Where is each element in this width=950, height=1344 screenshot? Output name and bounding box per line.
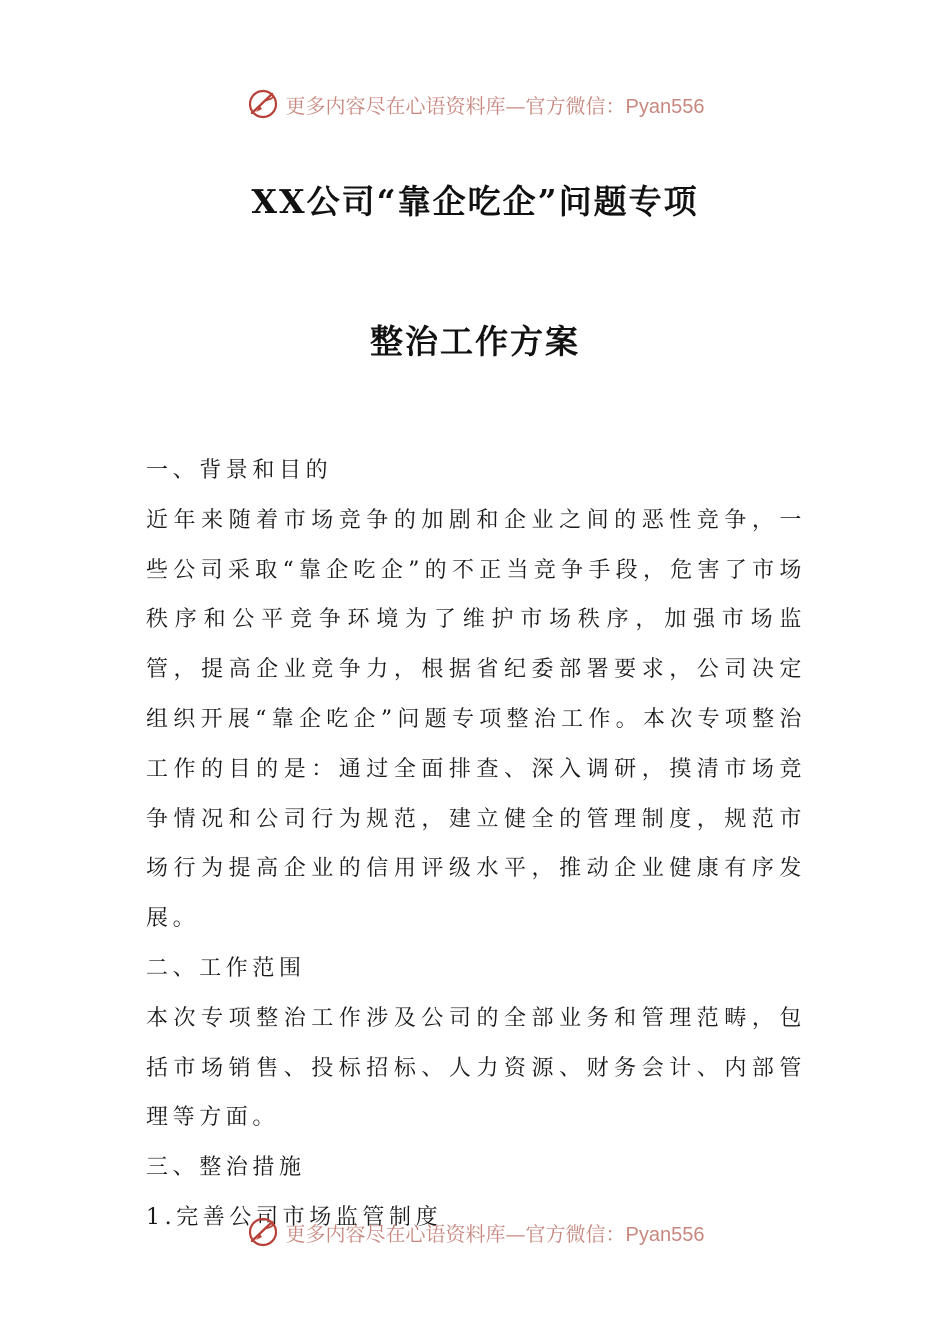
banner-site-name: 更多内容尽在心语资料库 [285,1221,506,1246]
section-1-heading: 一、背景和目的 [146,458,333,483]
section-3-item-1: 1.完善公司市场监管制度 [146,1204,443,1230]
document-title-line-2: 整治工作方案 [370,322,580,361]
banner-dash: — [505,1221,526,1246]
section-2-heading: 二、工作范围 [146,955,306,981]
section-3-heading: 三、整治措施 [146,1155,306,1181]
footer-banner [0,1212,950,1252]
section-1-paragraph: 近年来随着市场竞争的加剧和企业之间的恶性竞争，一些公司采取“靠企吃企”的不正当竞争手段，危害了市场秩序和公平竞争环境为了维护市场秩序，加强市场监管，提高企业竞争力，根据省纪委部署要求，公司决定组织开展“靠企吃企”问题专项整治工作。本次专项整治工作的目的是：通过全面排查、深入调研，摸清市场竞争情况和公司行为规范，建立健全的管理制度，规范市场行为提高企业的信用评级水平，推动企业健康有序发展。 [146,507,806,932]
banner-wechat-id: Pyan556 [625,1223,705,1246]
banner-wechat-label: 官方微信： [525,93,626,118]
header-banner [0,84,950,124]
banner-text [286,90,705,119]
banner-site-name: 更多内容尽在心语资料库 [285,93,506,118]
document-title-line-1: XX公司“靠企吃企”问题专项 [251,182,699,221]
section-2-paragraph: 本次专项整治工作涉及公司的全部业务和管理范畴，包括市场销售、投标招标、人力资源、财务会计、内部管理等方面。 [146,1005,806,1131]
banner-wechat-label: 官方微信： [525,1221,626,1246]
banner-dash: — [505,93,526,118]
banner-text [286,1218,705,1247]
pen-circle-logo-icon [246,1215,280,1249]
banner-wechat-id: Pyan556 [625,95,705,118]
document-body [146,446,806,1243]
pen-circle-logo-icon [246,87,280,121]
